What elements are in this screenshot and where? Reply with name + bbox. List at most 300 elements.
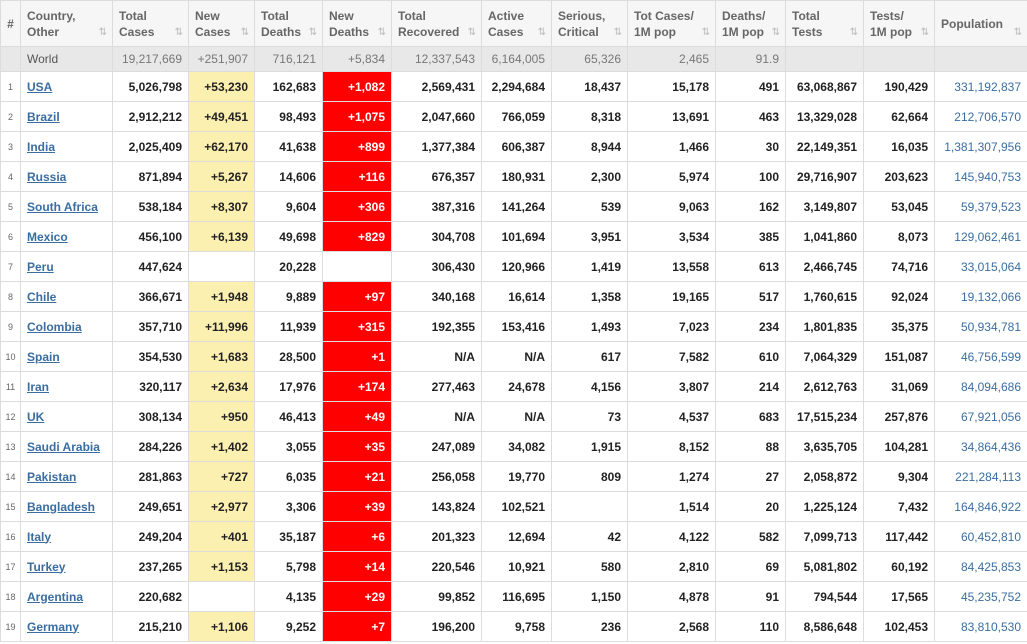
cell-tests-per-1m: 102,453: [864, 612, 935, 642]
header-total-cases[interactable]: [113, 1, 189, 47]
cell-total-tests: 8,586,648: [786, 612, 864, 642]
cell-new-cases: +1,948: [189, 282, 255, 312]
cell-total-cases: 19,217,669: [113, 47, 189, 72]
cell-population: 164,846,922: [935, 492, 1027, 522]
cell-tests-per-1m: 104,281: [864, 432, 935, 462]
cell-new-cases: +2,977: [189, 492, 255, 522]
cell-total-recovered: 196,200: [392, 612, 482, 642]
cell-rank: 2: [1, 102, 21, 132]
cell-rank: 16: [1, 522, 21, 552]
cell-total-recovered: 387,316: [392, 192, 482, 222]
cell-deaths-per-1m: 491: [716, 72, 786, 102]
cell-total-tests: 794,544: [786, 582, 864, 612]
table-row: [1, 522, 1027, 552]
table-row: [1, 192, 1027, 222]
table-row: [1, 552, 1027, 582]
sort-arrows-icon[interactable]: ⇅: [701, 27, 710, 38]
cell-total-tests: 22,149,351: [786, 132, 864, 162]
table-row: [1, 252, 1027, 282]
cell-total-recovered: 220,546: [392, 552, 482, 582]
cell-country: [21, 282, 113, 312]
cell-total-deaths: 9,889: [255, 282, 323, 312]
cell-population: 33,015,064: [935, 252, 1027, 282]
cell-new-cases: [189, 252, 255, 282]
header-label: Country, Other: [27, 8, 76, 39]
header-label: New Cases: [195, 8, 231, 39]
cell-new-deaths: +1,075: [323, 102, 392, 132]
cell-tot-cases-per-1m: 9,063: [628, 192, 716, 222]
cell-total-deaths: 162,683: [255, 72, 323, 102]
cell-active-cases: 12,694: [482, 522, 552, 552]
cell-country: [21, 462, 113, 492]
cell-total-recovered: 256,058: [392, 462, 482, 492]
cell-new-deaths: +14: [323, 552, 392, 582]
cell-new-deaths: +21: [323, 462, 392, 492]
header-serious-critical[interactable]: [552, 1, 628, 47]
cell-tests-per-1m: 203,623: [864, 162, 935, 192]
cell-population: 67,921,056: [935, 402, 1027, 432]
cell-total-tests: 29,716,907: [786, 162, 864, 192]
cell-new-deaths: +899: [323, 132, 392, 162]
cell-population: 45,235,752: [935, 582, 1027, 612]
country-link[interactable]: Pakistan: [27, 469, 77, 484]
cell-new-cases: +950: [189, 402, 255, 432]
header-label: Total Tests: [792, 8, 823, 39]
cell-total-tests: 2,612,763: [786, 372, 864, 402]
cell-country: [21, 582, 113, 612]
cell-tot-cases-per-1m: 4,537: [628, 402, 716, 432]
header-label: Total Deaths: [261, 8, 302, 39]
table-row: [1, 222, 1027, 252]
cell-deaths-per-1m: 88: [716, 432, 786, 462]
table-row: [1, 162, 1027, 192]
cell-new-cases: +1,106: [189, 612, 255, 642]
cell-total-cases: 249,651: [113, 492, 189, 522]
header-population[interactable]: [935, 1, 1027, 47]
cell-tot-cases-per-1m: 7,023: [628, 312, 716, 342]
cell-total-cases: 357,710: [113, 312, 189, 342]
cell-total-cases: 2,912,212: [113, 102, 189, 132]
cell-population: 59,379,523: [935, 192, 1027, 222]
cell-total-tests: 1,041,860: [786, 222, 864, 252]
header-deaths-per-1m[interactable]: [716, 1, 786, 47]
cell-total-deaths: 35,187: [255, 522, 323, 552]
cell-total-tests: 63,068,867: [786, 72, 864, 102]
cell-total-cases: 447,624: [113, 252, 189, 282]
cell-country: [21, 522, 113, 552]
sort-arrows-icon[interactable]: ⇅: [849, 27, 858, 38]
country-link[interactable]: Bangladesh: [27, 499, 96, 514]
cell-country: [21, 402, 113, 432]
cell-serious-critical: 809: [552, 462, 628, 492]
cell-total-cases: 215,210: [113, 612, 189, 642]
country-link[interactable]: Peru: [27, 259, 54, 274]
cell-deaths-per-1m: 30: [716, 132, 786, 162]
cell-population: [935, 47, 1027, 72]
cell-total-deaths: 98,493: [255, 102, 323, 132]
header-tot-cases-per-1m[interactable]: [628, 1, 716, 47]
header-tests-per-1m[interactable]: [864, 1, 935, 47]
cell-serious-critical: 2,300: [552, 162, 628, 192]
cell-country: [21, 162, 113, 192]
country-link[interactable]: Mexico: [27, 229, 68, 244]
cell-total-tests: 7,064,329: [786, 342, 864, 372]
cell-new-deaths: +1,082: [323, 72, 392, 102]
cell-new-deaths: +306: [323, 192, 392, 222]
country-link[interactable]: UK: [27, 409, 45, 424]
cell-total-tests: [786, 47, 864, 72]
cell-total-deaths: 6,035: [255, 462, 323, 492]
cell-tests-per-1m: 92,024: [864, 282, 935, 312]
cell-total-deaths: 9,604: [255, 192, 323, 222]
cell-total-recovered: 192,355: [392, 312, 482, 342]
header-label: #: [7, 16, 14, 31]
cell-new-cases: +53,230: [189, 72, 255, 102]
cell-tests-per-1m: 17,565: [864, 582, 935, 612]
cell-total-deaths: 716,121: [255, 47, 323, 72]
cell-country: [21, 612, 113, 642]
table-header-row: [1, 1, 1027, 47]
cell-total-recovered: N/A: [392, 402, 482, 432]
cell-rank: 8: [1, 282, 21, 312]
table-row: [1, 582, 1027, 612]
cell-rank: [1, 47, 21, 72]
cell-deaths-per-1m: 683: [716, 402, 786, 432]
cell-tot-cases-per-1m: 13,558: [628, 252, 716, 282]
table-row: [1, 102, 1027, 132]
cell-serious-critical: 1,419: [552, 252, 628, 282]
cell-total-tests: 2,466,745: [786, 252, 864, 282]
cell-active-cases: 19,770: [482, 462, 552, 492]
cell-total-recovered: N/A: [392, 342, 482, 372]
cell-population: 50,934,781: [935, 312, 1027, 342]
cell-tot-cases-per-1m: 2,465: [628, 47, 716, 72]
cell-deaths-per-1m: 582: [716, 522, 786, 552]
table-row: [1, 132, 1027, 162]
cell-country: [21, 252, 113, 282]
cell-total-cases: 354,530: [113, 342, 189, 372]
sort-arrows-icon[interactable]: ⇅: [377, 27, 386, 38]
cell-new-cases: +5,267: [189, 162, 255, 192]
cell-tests-per-1m: 117,442: [864, 522, 935, 552]
cell-total-tests: 3,149,807: [786, 192, 864, 222]
cell-total-recovered: 340,168: [392, 282, 482, 312]
cell-deaths-per-1m: 91.9: [716, 47, 786, 72]
cell-total-deaths: 46,413: [255, 402, 323, 432]
country-link[interactable]: Turkey: [27, 559, 66, 574]
sort-arrows-icon[interactable]: ⇅: [920, 27, 929, 38]
cell-new-deaths: +7: [323, 612, 392, 642]
cell-country: [21, 492, 113, 522]
sort-arrows-icon[interactable]: ⇅: [467, 27, 476, 38]
cell-total-cases: 237,265: [113, 552, 189, 582]
cell-new-deaths: +97: [323, 282, 392, 312]
cell-deaths-per-1m: 610: [716, 342, 786, 372]
cell-country: [21, 222, 113, 252]
cell-rank: 12: [1, 402, 21, 432]
cell-rank: 18: [1, 582, 21, 612]
cell-total-recovered: 676,357: [392, 162, 482, 192]
cell-serious-critical: 539: [552, 192, 628, 222]
cell-tests-per-1m: 16,035: [864, 132, 935, 162]
cell-tests-per-1m: 7,432: [864, 492, 935, 522]
cell-country: [21, 192, 113, 222]
header-new-deaths[interactable]: [323, 1, 392, 47]
country-link[interactable]: Spain: [27, 349, 60, 364]
sort-arrows-icon[interactable]: ⇅: [308, 27, 317, 38]
cell-rank: 17: [1, 552, 21, 582]
cell-total-deaths: 9,252: [255, 612, 323, 642]
header-country[interactable]: [21, 1, 113, 47]
cell-tests-per-1m: 35,375: [864, 312, 935, 342]
cell-new-deaths: +29: [323, 582, 392, 612]
cell-total-recovered: 99,852: [392, 582, 482, 612]
country-link[interactable]: Germany: [27, 619, 80, 634]
cell-new-deaths: +174: [323, 372, 392, 402]
cell-new-deaths: +49: [323, 402, 392, 432]
cell-serious-critical: 617: [552, 342, 628, 372]
cell-active-cases: 2,294,684: [482, 72, 552, 102]
cell-total-recovered: 306,430: [392, 252, 482, 282]
cell-tests-per-1m: 257,876: [864, 402, 935, 432]
cell-country: World: [21, 47, 113, 72]
cell-active-cases: N/A: [482, 342, 552, 372]
cell-serious-critical: 1,358: [552, 282, 628, 312]
cell-serious-critical: 73: [552, 402, 628, 432]
country-link[interactable]: Brazil: [27, 109, 60, 124]
cell-rank: 4: [1, 162, 21, 192]
cell-serious-critical: 1,150: [552, 582, 628, 612]
cell-new-cases: +8,307: [189, 192, 255, 222]
cell-population: 145,940,753: [935, 162, 1027, 192]
cell-total-deaths: 41,638: [255, 132, 323, 162]
cell-total-recovered: 247,089: [392, 432, 482, 462]
cell-total-cases: 871,894: [113, 162, 189, 192]
cell-total-tests: 1,225,124: [786, 492, 864, 522]
cell-population: 60,452,810: [935, 522, 1027, 552]
table-row: [1, 282, 1027, 312]
cell-active-cases: 16,614: [482, 282, 552, 312]
sort-arrows-icon[interactable]: ⇅: [537, 27, 546, 38]
cell-deaths-per-1m: 613: [716, 252, 786, 282]
cell-tot-cases-per-1m: 3,807: [628, 372, 716, 402]
cell-population: 19,132,066: [935, 282, 1027, 312]
country-link[interactable]: Chile: [27, 289, 57, 304]
header-new-cases[interactable]: [189, 1, 255, 47]
cell-deaths-per-1m: 27: [716, 462, 786, 492]
cell-new-deaths: +35: [323, 432, 392, 462]
country-link[interactable]: Saudi Arabia: [27, 439, 100, 454]
header-label: Deaths/ 1M pop: [722, 8, 766, 39]
cell-deaths-per-1m: 162: [716, 192, 786, 222]
header-total-deaths[interactable]: [255, 1, 323, 47]
cell-rank: 14: [1, 462, 21, 492]
country-link[interactable]: Italy: [27, 529, 52, 544]
cell-serious-critical: 3,951: [552, 222, 628, 252]
cell-tot-cases-per-1m: 19,165: [628, 282, 716, 312]
cell-serious-critical: 65,326: [552, 47, 628, 72]
cell-tests-per-1m: 62,664: [864, 102, 935, 132]
cell-total-tests: 5,081,802: [786, 552, 864, 582]
cell-tests-per-1m: 74,716: [864, 252, 935, 282]
cell-population: 331,192,837: [935, 72, 1027, 102]
cell-new-cases: +6,139: [189, 222, 255, 252]
table-row: [1, 462, 1027, 492]
country-link[interactable]: Colombia: [27, 319, 82, 334]
cell-deaths-per-1m: 385: [716, 222, 786, 252]
cell-total-tests: 13,329,028: [786, 102, 864, 132]
cell-rank: 15: [1, 492, 21, 522]
cell-rank: 5: [1, 192, 21, 222]
country-link[interactable]: USA: [27, 79, 53, 94]
cell-total-recovered: 2,569,431: [392, 72, 482, 102]
cell-deaths-per-1m: 100: [716, 162, 786, 192]
cell-rank: 3: [1, 132, 21, 162]
sort-arrows-icon[interactable]: ⇅: [174, 27, 183, 38]
cell-new-cases: +251,907: [189, 47, 255, 72]
country-link[interactable]: Argentina: [27, 589, 84, 604]
cell-active-cases: 24,678: [482, 372, 552, 402]
cell-tests-per-1m: 31,069: [864, 372, 935, 402]
country-link[interactable]: South Africa: [27, 199, 98, 214]
cell-tests-per-1m: 190,429: [864, 72, 935, 102]
cell-new-deaths: +1: [323, 342, 392, 372]
cell-country: [21, 312, 113, 342]
cell-tot-cases-per-1m: 15,178: [628, 72, 716, 102]
cell-total-tests: 17,515,234: [786, 402, 864, 432]
header-label: Tests/ 1M pop: [870, 8, 912, 39]
cell-new-deaths: [323, 252, 392, 282]
cell-active-cases: 120,966: [482, 252, 552, 282]
cell-tot-cases-per-1m: 1,466: [628, 132, 716, 162]
cell-tot-cases-per-1m: 1,514: [628, 492, 716, 522]
cell-new-cases: +1,402: [189, 432, 255, 462]
header-label: Active Cases: [488, 8, 525, 39]
cell-total-cases: 320,117: [113, 372, 189, 402]
cell-new-deaths: +6: [323, 522, 392, 552]
cell-active-cases: 6,164,005: [482, 47, 552, 72]
table-row: [1, 612, 1027, 642]
cell-tests-per-1m: 8,073: [864, 222, 935, 252]
header-rank: [1, 1, 21, 47]
header-total-recovered[interactable]: [392, 1, 482, 47]
cell-total-tests: 3,635,705: [786, 432, 864, 462]
cell-new-deaths: +116: [323, 162, 392, 192]
cell-tests-per-1m: [864, 47, 935, 72]
cell-rank: 9: [1, 312, 21, 342]
cell-active-cases: 9,758: [482, 612, 552, 642]
cell-population: 221,284,113: [935, 462, 1027, 492]
header-label: New Deaths: [329, 8, 370, 39]
cell-total-cases: 5,026,798: [113, 72, 189, 102]
cell-population: 1,381,307,956: [935, 132, 1027, 162]
cell-tests-per-1m: 151,087: [864, 342, 935, 372]
cell-total-cases: 281,863: [113, 462, 189, 492]
cell-total-deaths: 3,306: [255, 492, 323, 522]
cell-total-tests: 1,801,835: [786, 312, 864, 342]
cell-new-cases: +727: [189, 462, 255, 492]
cell-total-deaths: 5,798: [255, 552, 323, 582]
header-active-cases[interactable]: [482, 1, 552, 47]
header-label: Total Recovered: [398, 8, 460, 39]
cell-tot-cases-per-1m: 3,534: [628, 222, 716, 252]
cell-total-tests: 2,058,872: [786, 462, 864, 492]
sort-arrows-icon[interactable]: ⇅: [1013, 27, 1022, 38]
cell-active-cases: 101,694: [482, 222, 552, 252]
country-link[interactable]: India: [27, 139, 56, 154]
table-row: [1, 492, 1027, 522]
header-label: Total Cases: [119, 8, 155, 39]
cell-population: 34,864,436: [935, 432, 1027, 462]
cell-active-cases: N/A: [482, 402, 552, 432]
cell-deaths-per-1m: 69: [716, 552, 786, 582]
cell-total-recovered: 1,377,384: [392, 132, 482, 162]
cell-new-cases: +2,634: [189, 372, 255, 402]
cell-country: [21, 342, 113, 372]
cell-tot-cases-per-1m: 13,691: [628, 102, 716, 132]
cell-active-cases: 141,264: [482, 192, 552, 222]
header-label: Population: [941, 16, 1003, 31]
cell-total-recovered: 2,047,660: [392, 102, 482, 132]
cell-country: [21, 372, 113, 402]
cell-active-cases: 102,521: [482, 492, 552, 522]
sort-arrows-icon[interactable]: ⇅: [98, 27, 107, 38]
sort-arrows-icon[interactable]: ⇅: [240, 27, 249, 38]
cell-tot-cases-per-1m: 1,274: [628, 462, 716, 492]
cell-serious-critical: 18,437: [552, 72, 628, 102]
world-total-row: [1, 47, 1027, 72]
sort-arrows-icon[interactable]: ⇅: [771, 27, 780, 38]
cell-new-deaths: +39: [323, 492, 392, 522]
header-total-tests[interactable]: [786, 1, 864, 47]
cell-new-cases: +1,153: [189, 552, 255, 582]
cell-rank: 19: [1, 612, 21, 642]
cell-serious-critical: 8,318: [552, 102, 628, 132]
cell-total-deaths: 11,939: [255, 312, 323, 342]
cell-rank: 1: [1, 72, 21, 102]
cell-deaths-per-1m: 91: [716, 582, 786, 612]
cell-total-deaths: 4,135: [255, 582, 323, 612]
cell-country: [21, 132, 113, 162]
cell-population: 212,706,570: [935, 102, 1027, 132]
cell-tests-per-1m: 53,045: [864, 192, 935, 222]
cell-tot-cases-per-1m: 2,810: [628, 552, 716, 582]
cell-active-cases: 606,387: [482, 132, 552, 162]
cell-total-cases: 220,682: [113, 582, 189, 612]
cell-country: [21, 72, 113, 102]
header-label: Serious, Critical: [558, 8, 606, 39]
cell-rank: 13: [1, 432, 21, 462]
cell-population: 84,094,686: [935, 372, 1027, 402]
cell-deaths-per-1m: 110: [716, 612, 786, 642]
cell-total-recovered: 304,708: [392, 222, 482, 252]
cell-active-cases: 116,695: [482, 582, 552, 612]
cell-total-deaths: 49,698: [255, 222, 323, 252]
country-link[interactable]: Iran: [27, 379, 50, 394]
country-link[interactable]: Russia: [27, 169, 67, 184]
cell-active-cases: 153,416: [482, 312, 552, 342]
cell-country: [21, 102, 113, 132]
cell-serious-critical: 236: [552, 612, 628, 642]
cell-country: [21, 552, 113, 582]
sort-arrows-icon[interactable]: ⇅: [613, 27, 622, 38]
cell-tot-cases-per-1m: 5,974: [628, 162, 716, 192]
cell-country: [21, 432, 113, 462]
table-row: [1, 72, 1027, 102]
cell-active-cases: 10,921: [482, 552, 552, 582]
cell-total-cases: 308,134: [113, 402, 189, 432]
cell-serious-critical: 1,493: [552, 312, 628, 342]
